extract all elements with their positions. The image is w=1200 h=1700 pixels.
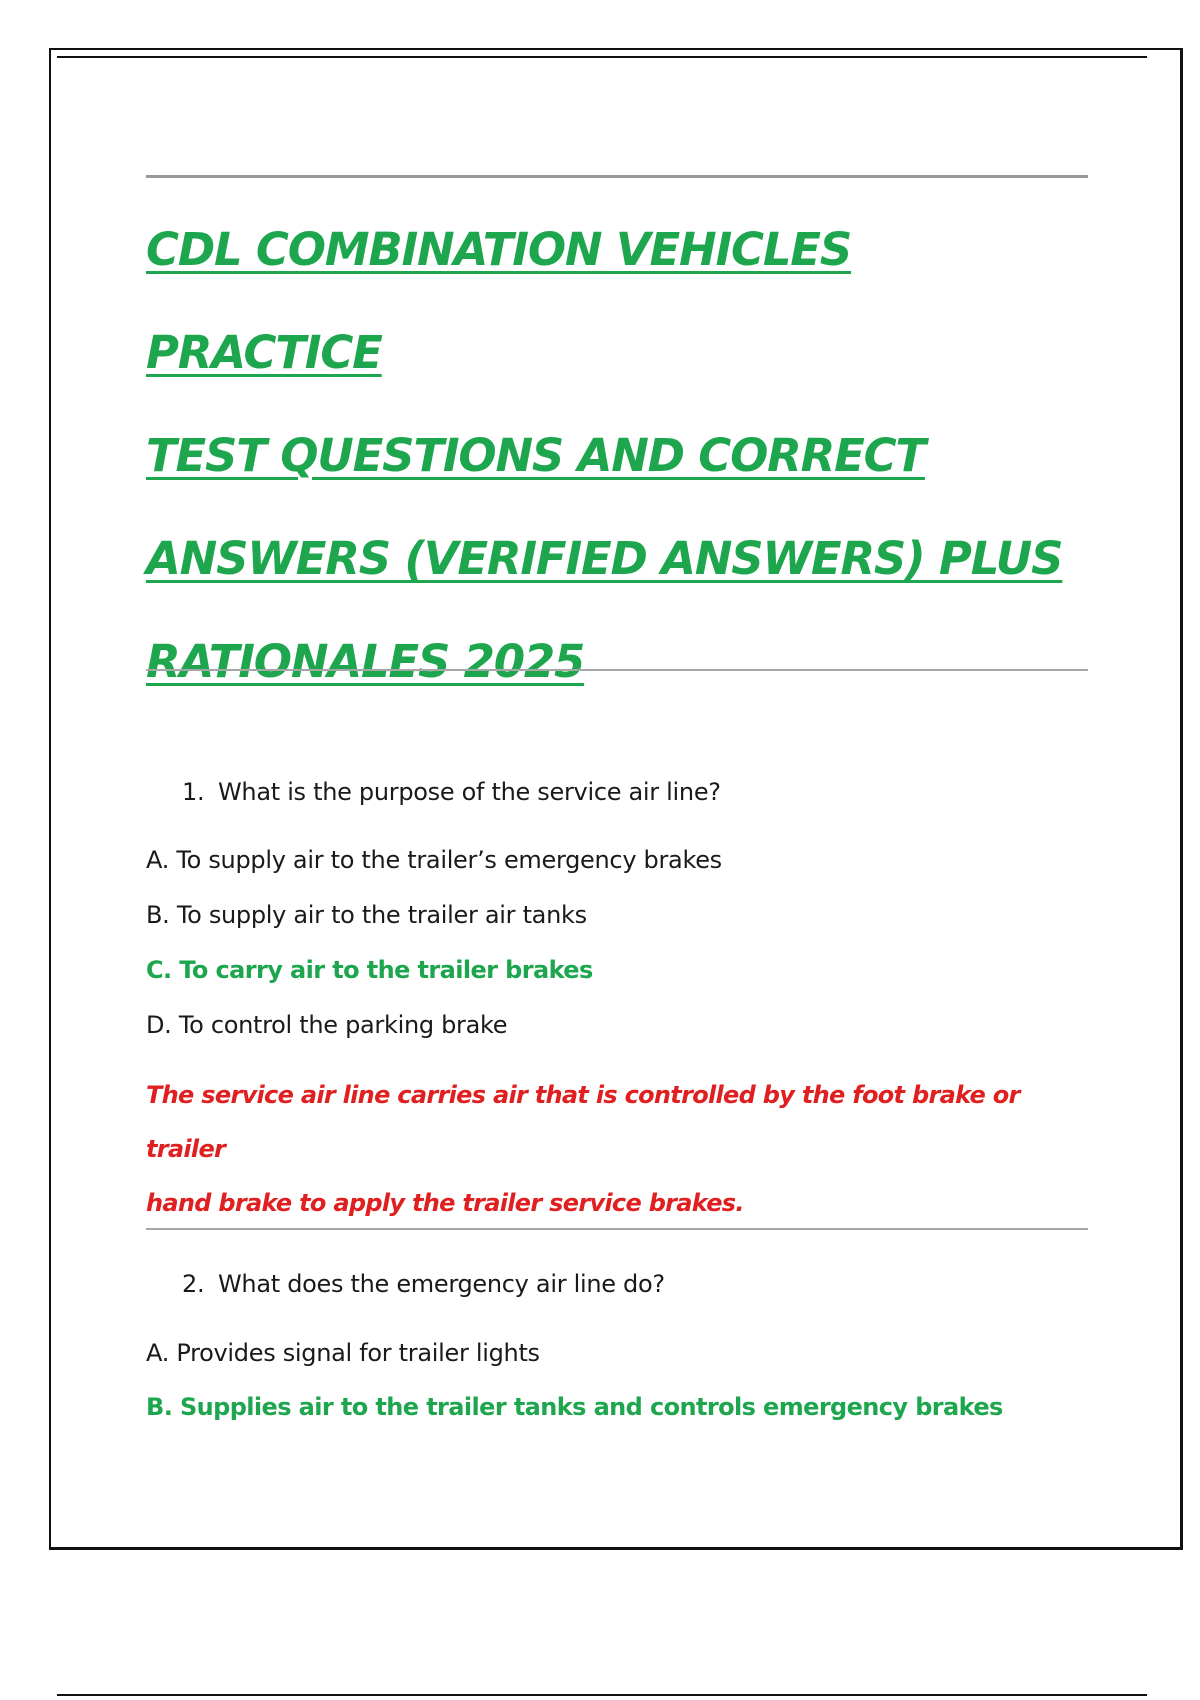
question-2-option-a: A. Provides signal for trailer lights — [146, 1339, 540, 1367]
question-1-rationale — [146, 1068, 1106, 1230]
question-2-option-b-correct: B. Supplies air to the trailer tanks and controls emergency brakes — [146, 1393, 1003, 1421]
question-2-text: What does the emergency air line do? — [218, 1270, 665, 1298]
rationale-line-2: hand brake to apply the trailer service brakes. — [146, 1189, 744, 1217]
title-top-divider — [146, 175, 1088, 178]
next-page-top-rule — [57, 1694, 1147, 1696]
question-1 — [182, 778, 721, 806]
question-1-option-b: B. To supply air to the trailer air tanks — [146, 901, 587, 929]
question-1-option-d: D. To control the parking brake — [146, 1011, 508, 1039]
title-bottom-divider — [146, 669, 1088, 671]
rationale-line-1: The service air line carries air that is controlled by the foot brake or trailer — [146, 1081, 1020, 1163]
question-2 — [182, 1270, 665, 1298]
question-2-number: 2. — [182, 1270, 205, 1298]
question-1-option-c-correct: C. To carry air to the trailer brakes — [146, 956, 593, 984]
title-line-4: RATIONALES 2025 — [146, 635, 585, 688]
title-line-3: ANSWERS (VERIFIED ANSWERS) PLUS — [146, 532, 1063, 585]
question-1-number: 1. — [182, 778, 205, 806]
top-border-rule — [57, 56, 1147, 58]
title-line-2: TEST QUESTIONS AND CORRECT — [146, 429, 925, 482]
question-1-text: What is the purpose of the service air line? — [218, 778, 721, 806]
question-1-option-a: A. To supply air to the trailer’s emergency brakes — [146, 846, 722, 874]
title-line-1: CDL COMBINATION VEHICLES PRACTICE — [146, 223, 852, 379]
question-divider — [146, 1228, 1088, 1230]
document-title — [146, 198, 1096, 713]
